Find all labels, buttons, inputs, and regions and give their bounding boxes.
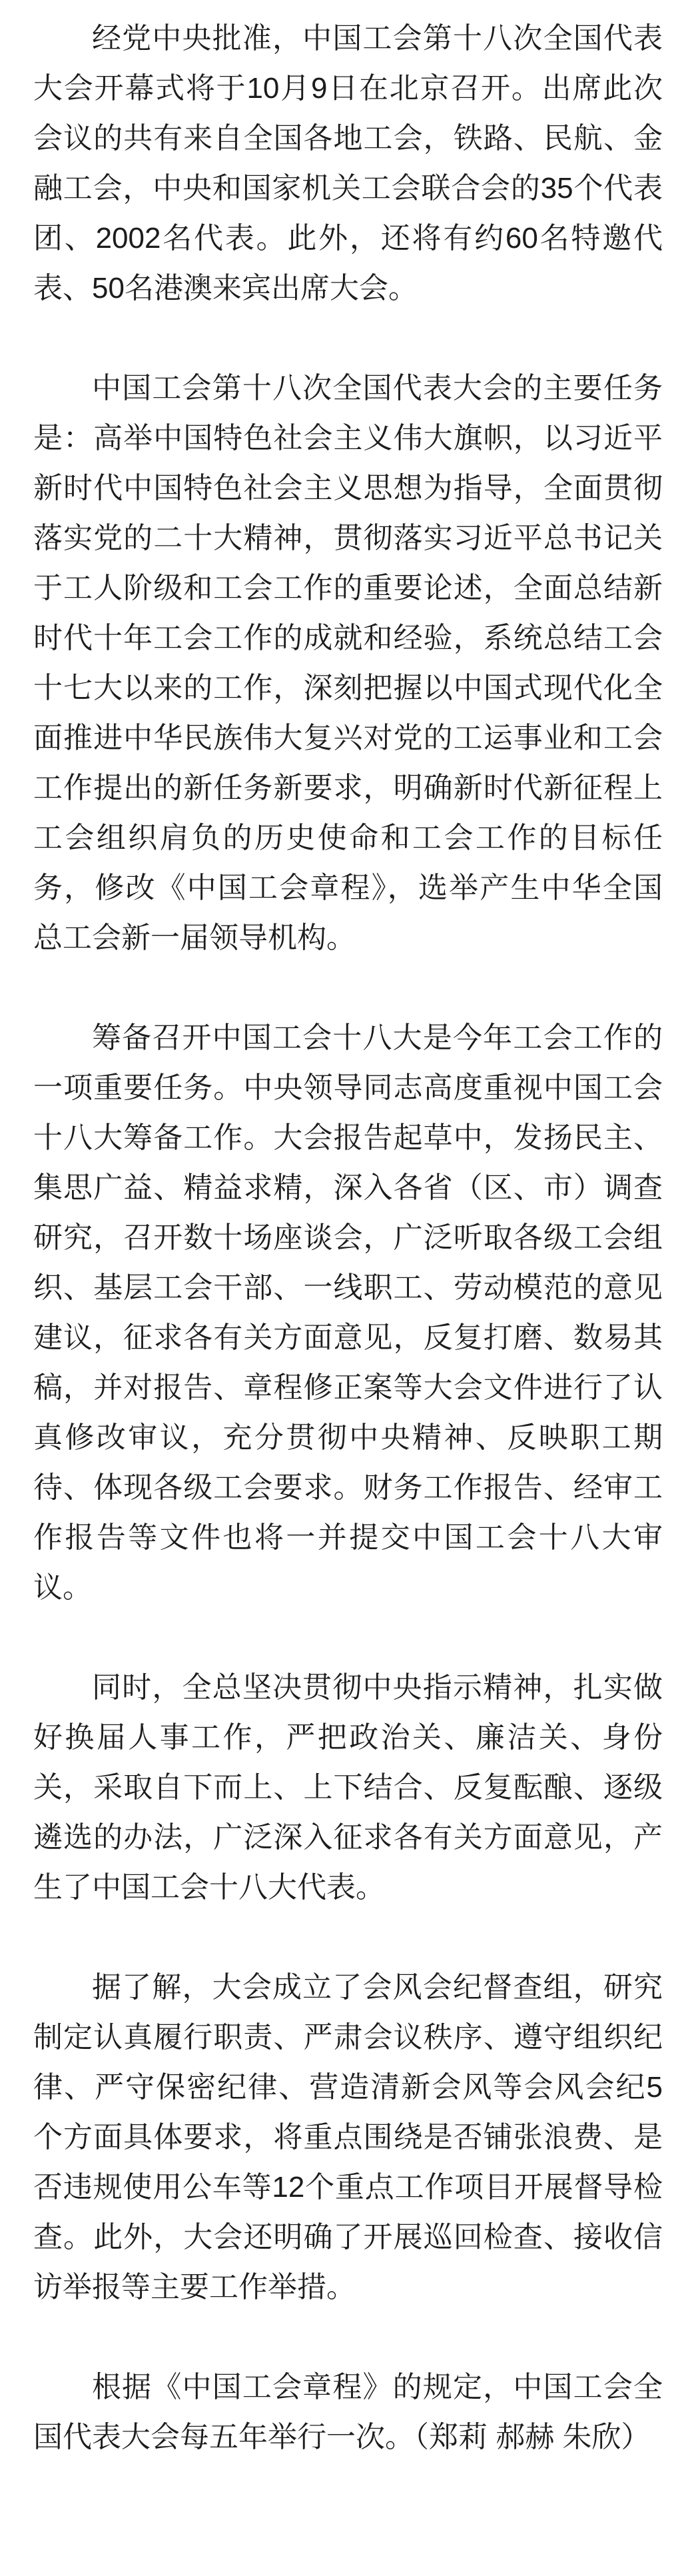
- paragraph-4: 同时，全总坚决贯彻中央指示精神，扎实做好换届人事工作，严把政治关、廉洁关、身份关，采取自下而上、上下结合、反复酝酿、逐级遴选的办法，广泛深入征求各有关方面意见，产生了中国工会十八大代表。: [33, 1671, 663, 1904]
- paragraph-1: 经党中央批准，中国工会第十八次全国代表大会开幕式将于10月9日在北京召开。出席此次会议的共有来自全国各地工会，铁路、民航、金融工会，中央和国家机关工会联合会的35个代表团、2002名代表。此外，还将有约60名特邀代表、50名港澳来宾出席大会。: [33, 22, 663, 305]
- paragraph-3: 筹备召开中国工会十八大是今年工会工作的一项重要任务。中央领导同志高度重视中国工会十八大筹备工作。大会报告起草中，发扬民主、集思广益、精益求精，深入各省（区、市）调查研究，召开数十场座谈会，广泛听取各级工会组织、基层工会干部、一线职工、劳动模范的意见建议，征求各有关方面意见，反复打磨、数易其稿，并对报告、章程修正案等大会文件进行了认真修改审议，充分贯彻中央精神、反映职工期待、体现各级工会要求。财务工作报告、经审工作报告等文件也将一并提交中国工会十八大审议。: [33, 1021, 663, 1604]
- article-body: [33, 13, 663, 2462]
- paragraph-6: 根据《中国工会章程》的规定，中国工会全国代表大会每五年举行一次。（郑莉 郝赫 朱欣）: [33, 2371, 663, 2453]
- paragraph-2: 中国工会第十八次全国代表大会的主要任务是：高举中国特色社会主义伟大旗帜，以习近平新时代中国特色社会主义思想为指导，全面贯彻落实党的二十大精神，贯彻落实习近平总书记关于工人阶级和工会工作的重要论述，全面总结新时代十年工会工作的成就和经验，系统总结工会十七大以来的工作，深刻把握以中国式现代化全面推进中华民族伟大复兴对党的工运事业和工会工作提出的新任务新要求，明确新时代新征程上工会组织肩负的历史使命和工会工作的目标任务，修改《中国工会章程》，选举产生中华全国总工会新一届领导机构。: [33, 372, 663, 954]
- paragraph-5: 据了解，大会成立了会风会纪督查组，研究制定认真履行职责、严肃会议秩序、遵守组织纪律、严守保密纪律、营造清新会风等会风会纪5个方面具体要求，将重点围绕是否铺张浪费、是否违规使用公车等12个重点工作项目开展督导检查。此外，大会还明确了开展巡回检查、接收信访举报等主要工作举措。: [33, 1971, 663, 2303]
